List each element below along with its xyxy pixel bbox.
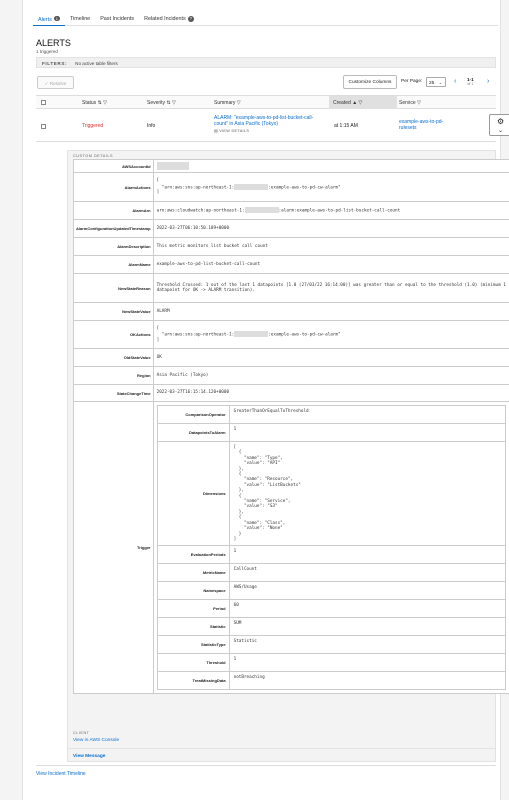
detail-row-aws-account-id: AWSAccountId <box>74 160 509 173</box>
column-summary[interactable]: Summary ▽ <box>214 100 241 106</box>
gear-icon: ⚙ <box>497 117 505 126</box>
tab-timeline[interactable]: Timeline <box>70 16 91 22</box>
sort-icon[interactable]: ⇅ <box>166 100 171 106</box>
table-row <box>36 110 505 142</box>
tab-past-incidents[interactable]: Past Incidents <box>100 16 135 22</box>
divider <box>36 765 496 766</box>
trigger-row: Namespace AWS/Usage <box>157 582 505 600</box>
detail-row-ok-actions: OKActions [ "arn:aws:sns:ap-northeast-1: :example-aws-to-pd-cw-alarm" ] <box>74 321 509 349</box>
custom-details-title: CUSTOM DETAILS <box>73 154 113 158</box>
view-details-toggle[interactable]: ▤ VIEW DETAILS <box>214 129 250 133</box>
select-all-checkbox[interactable] <box>41 100 46 105</box>
filter-icon[interactable]: ▽ <box>417 100 421 106</box>
trigger-row: DatapointsToAlarm 1 <box>157 424 505 442</box>
per-page-label: Per Page: <box>401 79 423 84</box>
trigger-row: Statistic SUM <box>157 618 505 636</box>
table-header <box>36 95 496 109</box>
trigger-row: EvaluationPeriods 1 <box>157 546 505 564</box>
help-icon[interactable]: ? <box>189 16 192 21</box>
view-incident-timeline-link[interactable]: View Incident Timeline <box>36 771 86 777</box>
filters-bar <box>36 57 496 68</box>
filter-icon[interactable]: ▽ <box>236 100 241 106</box>
sort-icon[interactable]: ⇅ <box>97 100 102 106</box>
customize-columns-button[interactable]: Customize Columns <box>343 75 397 89</box>
trigger-row: ComparisonOperator GreaterThanOrEqualToThreshold <box>157 406 505 424</box>
previous-page-button[interactable]: ‹ <box>454 78 457 85</box>
service-link[interactable]: example-aws-to-pd-rulesets <box>399 119 444 131</box>
detail-row-state-change-time: StateChangeTime 2022-03-27T16:15:14.120+0000 <box>74 385 509 402</box>
detail-row-alarm-config-updated: AlarmConfigurationUpdatedTimestamp 2022-03-27T06:10:50.189+0000 <box>74 220 509 238</box>
page-indicator: 1-1 of 1 <box>467 77 474 86</box>
summary-link[interactable]: ALARM: "example-aws-to-pd-list-bucket-call-count" in Asia Pacific (Tokyo) <box>214 115 314 127</box>
column-service[interactable]: Service ▽ <box>399 100 421 106</box>
custom-details-table <box>73 159 509 694</box>
filter-icon[interactable]: ▽ <box>358 100 363 106</box>
detail-row-region: Region Asia Pacific (Tokyo) <box>74 367 509 385</box>
trigger-table <box>157 405 506 690</box>
summary-cell <box>214 115 326 134</box>
incident-panel <box>22 0 506 800</box>
chevron-down-icon: ⌄ <box>498 128 504 134</box>
detail-row-alarm-description: AlarmDescription This metric monitors list bucket call count <box>74 238 509 256</box>
created-value: at 1:15 AM <box>334 123 358 129</box>
page-title: ALERTS <box>36 38 71 48</box>
detail-row-new-state-value: NewStateValue ALARM <box>74 303 509 321</box>
next-page-button[interactable]: › <box>487 78 490 85</box>
status-badge: Triggered <box>82 123 104 129</box>
column-created[interactable]: Created ▲ ▽ <box>329 96 397 109</box>
tab-bar <box>33 12 498 26</box>
detail-row-alarm-actions: AlarmActions [ "arn:aws:sns:ap-northeast-1: :example-aws-to-pd-cw-alarm" ] <box>74 173 509 202</box>
custom-details-panel <box>67 150 506 762</box>
tab-related-incidents[interactable]: Related Incidents ? <box>144 16 192 22</box>
filter-icon[interactable]: ▽ <box>103 100 108 106</box>
trigger-row: Dimensions [ { "name": "Type", "value": "API" }, { "name": "Resource", "value": "ListBuckets" }, { "name": "Service", "value": "S3" }, { "name": "Class", "value": "None" } ] <box>157 442 505 546</box>
alert-count-badge: 1 <box>55 16 59 21</box>
details-icon: ▤ <box>214 129 218 133</box>
triggered-count: 1 triggered <box>36 49 58 54</box>
redacted-value <box>157 162 189 170</box>
filter-icon[interactable]: ▽ <box>172 100 176 106</box>
column-severity[interactable]: Severity ⇅ ▽ <box>147 100 176 106</box>
detail-row-trigger: Trigger ComparisonOperator GreaterThanOrEqualToThreshold DatapointsToAlarm 1 Dimensions [ { "name": "Type", "value": "API" }, { "name": "Resource", "value": "ListBuckets" }, { "name": "Service", "value": "S3" }, { "name": "Class", "value": "None" } ] EvaluationPeriods 1 MetricName CallCount Namespace AWS/Usage Period 60 Statistic SUM StatisticType Statistic Threshold 1 TreatMissingData notBreaching <box>74 402 509 694</box>
per-page-select[interactable]: 25 ⌄ <box>426 77 446 87</box>
detail-row-new-state-reason: NewStateReason Threshold Crossed: 1 out of the last 1 datapoints [1.0 (27/03/22 16:14:00)] was greater than or equal to the threshold (1.0) (minimum 1 datapoint for OK -> ALARM transition). <box>74 274 509 303</box>
redacted-value <box>234 184 268 190</box>
filters-label: FILTERS: <box>42 61 68 66</box>
divider <box>67 748 496 749</box>
detail-row-alarm-name: AlarmName example-aws-to-pd-list-bucket-call-count <box>74 256 509 274</box>
detail-row-old-state-value: OldStateValue OK <box>74 349 509 367</box>
trigger-row: TreatMissingData notBreaching <box>157 672 505 690</box>
chevron-down-icon: ⌄ <box>438 80 443 85</box>
trigger-row: MetricName CallCount <box>157 564 505 582</box>
trigger-row: StatisticType Statistic <box>157 636 505 654</box>
trigger-row: Period 60 <box>157 600 505 618</box>
tab-alerts[interactable]: Alerts 1 <box>33 12 65 26</box>
view-in-aws-console-link[interactable]: View in AWS Console <box>73 738 120 743</box>
resolve-button[interactable]: ✓ Resolve <box>37 76 74 89</box>
filters-text: No active table filters <box>75 61 118 66</box>
redacted-value <box>234 331 268 337</box>
column-status[interactable]: Status ⇅ ▽ <box>82 100 108 106</box>
client-title: CLIENT <box>73 731 90 735</box>
redacted-value <box>245 207 279 213</box>
severity-value: Info <box>147 123 156 129</box>
row-actions-button[interactable] <box>489 114 509 136</box>
sort-asc-icon[interactable]: ▲ <box>352 100 358 106</box>
detail-row-alarm-arn: AlarmArn arn:aws:cloudwatch:ap-northeast-1: :alarm:example-aws-to-pd-list-bucket-call-count <box>74 202 509 220</box>
view-message-link[interactable]: View Message <box>73 754 106 759</box>
row-checkbox[interactable] <box>41 124 46 129</box>
trigger-row: Threshold 1 <box>157 654 505 672</box>
